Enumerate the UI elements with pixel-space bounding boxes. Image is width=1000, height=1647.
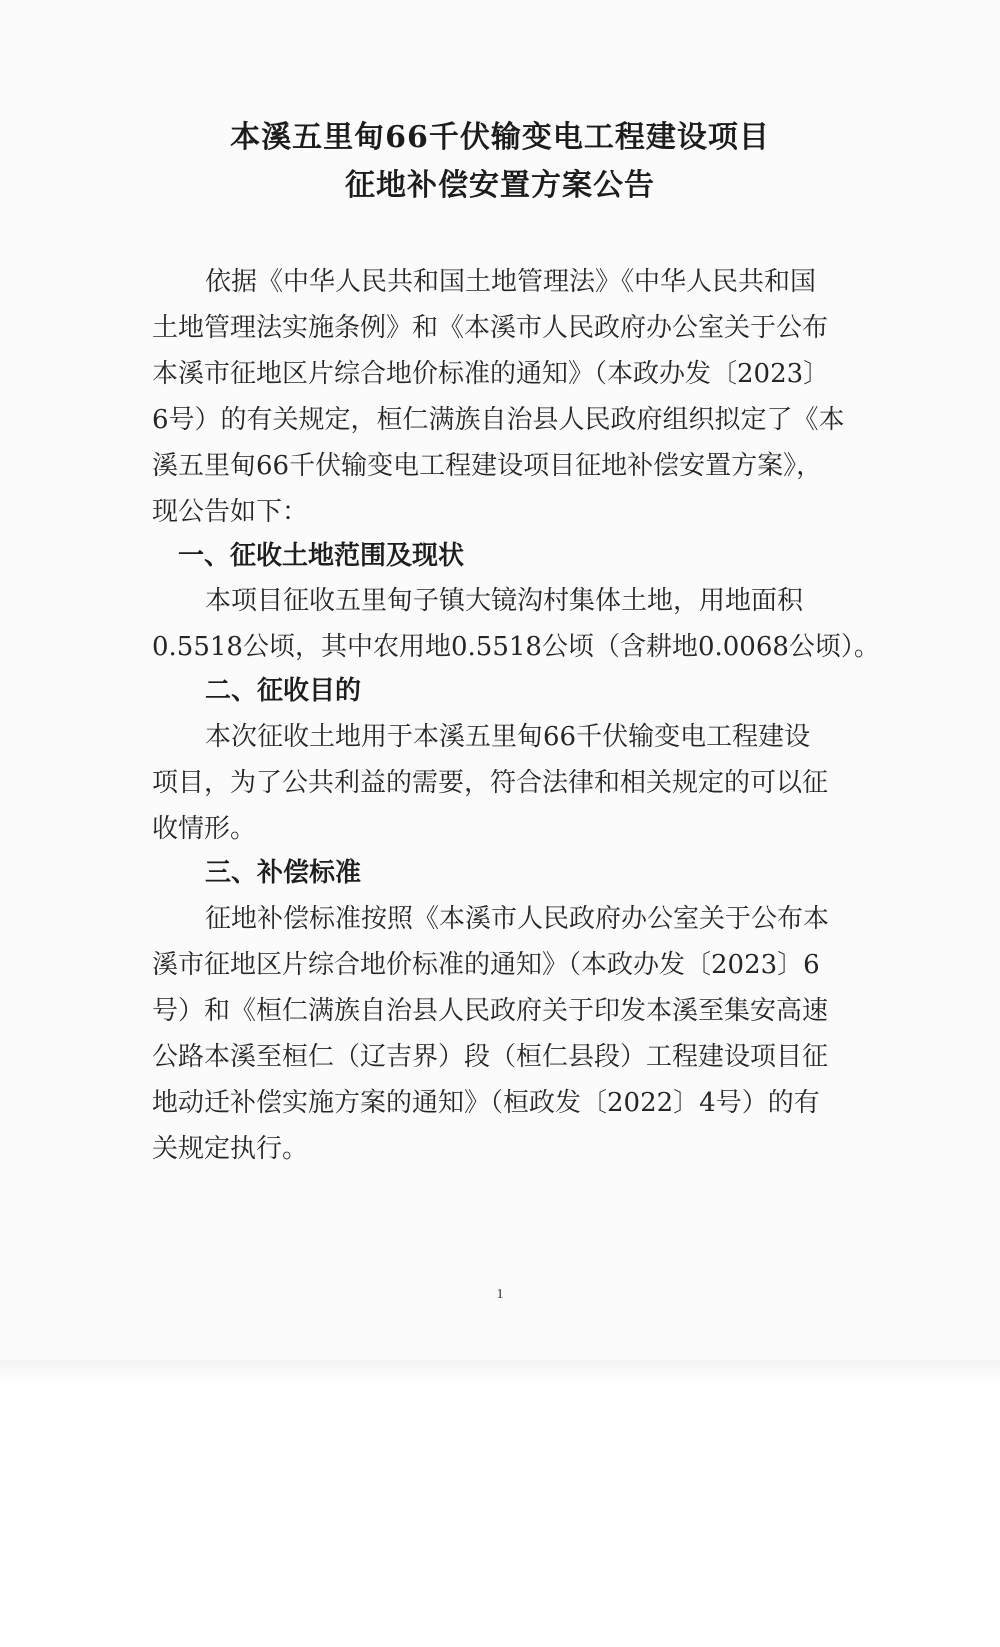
page-edge <box>0 1360 1000 1384</box>
document-title-line-1: 本溪五里甸66千伏输变电工程建设项目 <box>230 120 770 155</box>
section-3-line-4: 公路本溪至桓仁（辽吉界）段（桓仁县段）工程建设项目征 <box>152 1042 829 1072</box>
section-heading-1: 一、征收土地范围及现状 <box>178 541 465 571</box>
section-2-line-2: 项目，为了公共利益的需要，符合法律和相关规定的可以征 <box>152 768 829 798</box>
intro-line-6: 现公告如下： <box>152 497 309 527</box>
document-title-line-2: 征地补偿安置方案公告 <box>345 168 655 203</box>
section-3-line-1: 征地补偿标准按照《本溪市人民政府办公室关于公布本 <box>205 904 830 934</box>
section-2-line-3: 收情形。 <box>152 814 257 844</box>
section-3-line-3: 号）和《桓仁满族自治县人民政府关于印发本溪至集安高速 <box>152 996 829 1026</box>
page-number: 1 <box>496 1287 504 1302</box>
intro-line-4: 6号）的有关规定，桓仁满族自治县人民政府组织拟定了《本 <box>152 405 845 435</box>
section-1-line-1: 本项目征收五里甸子镇大镜沟村集体土地，用地面积 <box>205 586 804 616</box>
section-1-line-2: 0.5518公顷，其中农用地0.5518公顷（含耕地0.0068公顷）。 <box>152 632 880 662</box>
intro-line-1: 依据《中华人民共和国土地管理法》《中华人民共和国 <box>205 267 817 297</box>
section-heading-2: 二、征收目的 <box>205 676 362 706</box>
section-3-line-6: 关规定执行。 <box>152 1134 309 1164</box>
intro-line-3: 本溪市征地区片综合地价标准的通知》（本政办发〔2023〕 <box>152 359 830 389</box>
section-3-line-5: 地动迁补偿实施方案的通知》（桓政发〔2022〕4号）的有 <box>152 1088 820 1118</box>
intro-line-5: 溪五里甸66千伏输变电工程建设项目征地补偿安置方案》， <box>152 451 823 481</box>
section-heading-3: 三、补偿标准 <box>205 858 362 888</box>
section-2-line-1: 本次征收土地用于本溪五里甸66千伏输变电工程建设 <box>205 722 811 752</box>
intro-line-2: 土地管理法实施条例》和《本溪市人民政府办公室关于公布 <box>152 313 829 343</box>
section-3-line-2: 溪市征地区片综合地价标准的通知》（本政办发〔2023〕6 <box>152 950 820 980</box>
